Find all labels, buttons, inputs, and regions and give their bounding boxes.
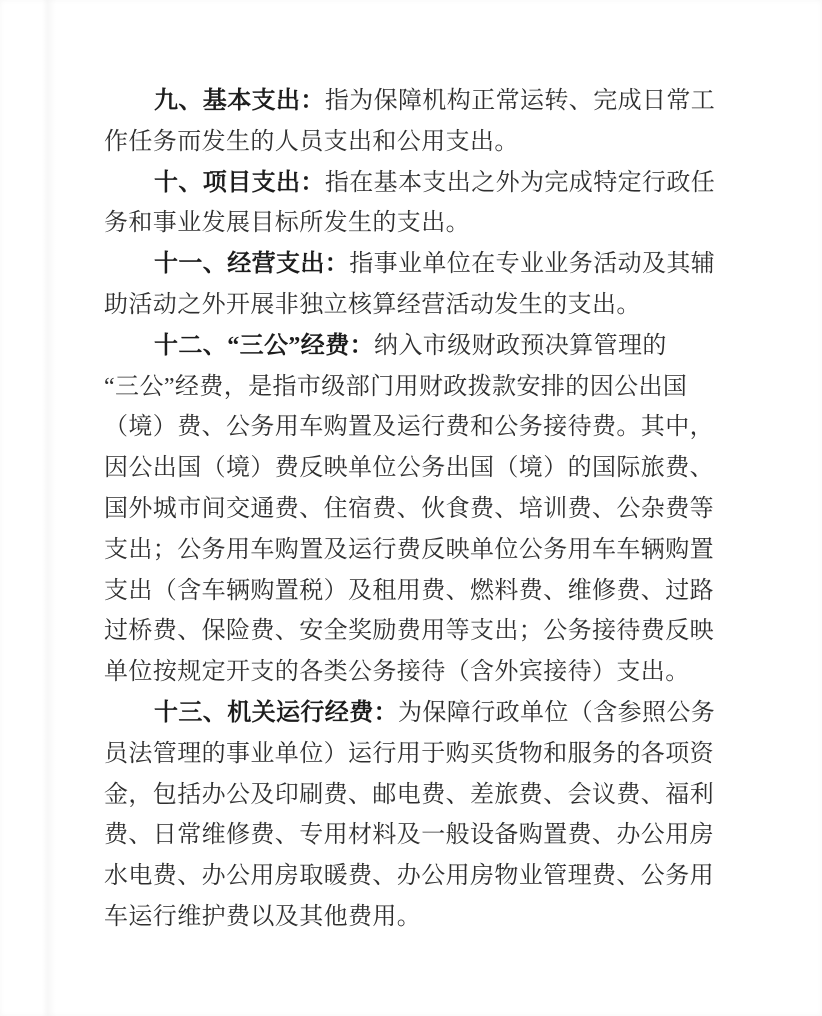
paragraph-5 [104, 693, 716, 938]
text-line: 务和事业发展目标所发生的支出。 [104, 210, 470, 237]
text-line: 单位按规定开支的各类公务接待（含外宾接待）支出。 [104, 659, 690, 686]
document-body [104, 81, 716, 938]
text-line: 助活动之外开展非独立核算经营活动发生的支出。 [104, 291, 641, 318]
paragraph-4 [104, 326, 712, 693]
paragraph-2 [104, 163, 716, 245]
text-line: 国外城市间交通费、住宿费、伙食费、培训费、公杂费等 [104, 495, 714, 522]
text-line: 支出；公务用车购置及运行费反映单位公务用车车辆购置 [104, 536, 714, 563]
paragraph-text: 指在基本支出之外为完成特定行政任 [324, 169, 716, 196]
text-line [104, 326, 712, 367]
text-line [104, 163, 716, 204]
paragraph-text: 为保障行政单位（含参照公务 [398, 699, 716, 726]
text-line: 车运行维护费以及其他费用。 [104, 903, 422, 930]
text-line: 费、日常维修费、专用材料及一般设备购置费、办公用房 [104, 822, 714, 849]
paragraph-3 [104, 244, 716, 326]
scan-artifact [42, 0, 56, 1016]
text-line: 员法管理的事业单位）运行用于购买货物和服务的各项资 [104, 740, 714, 767]
text-line: “三公”经费，是指市级部门用财政拨款安排的因公出国 [104, 373, 688, 400]
paragraph-heading: 十一、经营支出： [154, 251, 350, 278]
paragraph-heading: 十三、机关运行经费： [154, 699, 398, 726]
text-line: 水电费、办公用房取暖费、办公用房物业管理费、公务用 [104, 863, 714, 890]
paragraph-1 [104, 81, 716, 163]
text-line [104, 244, 716, 285]
paragraph-heading: 九、基本支出： [154, 88, 325, 114]
text-line: 过桥费、保险费、安全奖励费用等支出；公务接待费反映 [104, 618, 714, 645]
paragraph-heading: 十、项目支出： [154, 169, 325, 196]
text-line [104, 81, 716, 122]
text-line: 支出（含车辆购置税）及租用费、燃料费、维修费、过路 [104, 577, 714, 604]
paragraph-text: 纳入市级财政预决算管理的 [374, 332, 667, 359]
paragraph-text: 指为保障机构正常运转、完成日常工 [324, 88, 716, 114]
paragraph-heading: 十二、“三公”经费： [154, 332, 374, 359]
text-line: 因公出国（境）费反映单位公务出国（境）的国际旅费、 [104, 455, 714, 482]
text-line: 金，包括办公及印刷费、邮电费、差旅费、会议费、福利 [104, 781, 714, 808]
paragraph-text: 指事业单位在专业业务活动及其辅 [349, 251, 716, 278]
text-line: 作任务而发生的人员支出和公用支出。 [104, 128, 519, 155]
text-line: （境）费、公务用车购置及运行费和公务接待费。其中， [104, 414, 714, 441]
text-line [104, 693, 716, 734]
